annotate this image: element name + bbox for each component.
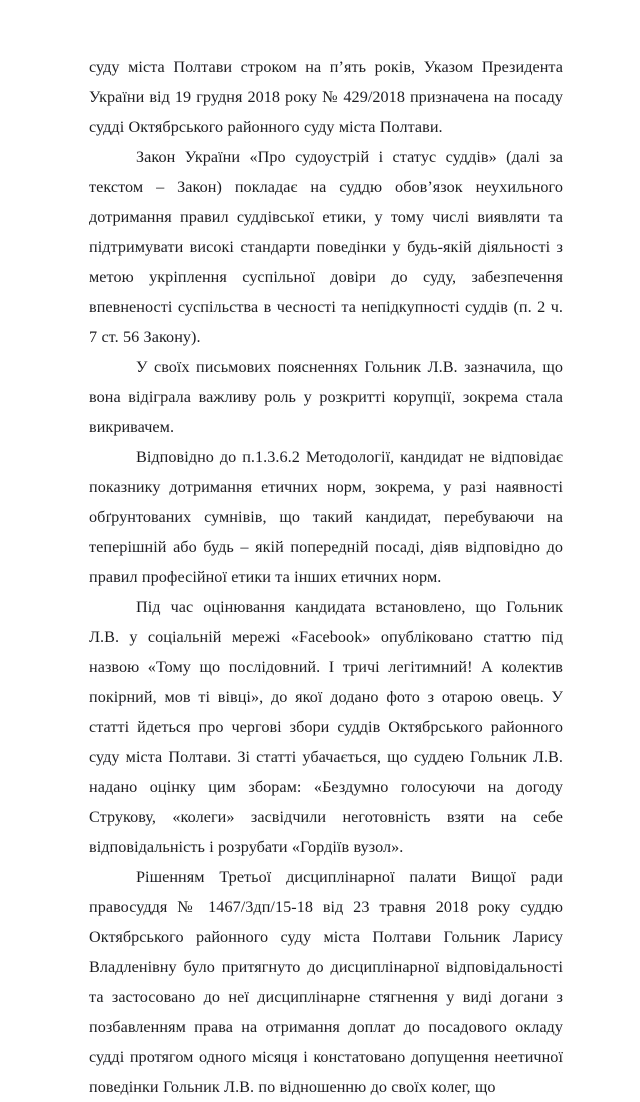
document-text-body: [89, 52, 563, 1102]
paragraph-3: У своїх письмових поясненнях Гольник Л.В. зазначила, що вона відіграла важливу роль у розкритті корупції, зокрема стала викривачем.: [89, 358, 563, 436]
paragraph-6: Рішенням Третьої дисциплінарної палати Вищої ради правосуддя № 1467/3дп/15-18 від 23 травня 2018 року суддю Октябрського районного суду міста Полтави Гольник Ларису Владленівну було притягнуто до дисциплінарної відповідальності та застосовано до неї дисциплінарне стягнення у виді догани з позбавленням права на отримання доплат до посадового окладу судді протягом одного місяця і констатовано допущення неетичної поведінки Гольник Л.В. по відношенню до своїх колег, що: [89, 868, 563, 1096]
paragraph-1: суду міста Полтави строком на п’ять років, Указом Президента України від 19 грудня 2018 року № 429/2018 призначена на посаду судді Октябрського районного суду міста Полтави.: [89, 58, 563, 136]
paragraph-2: Закон України «Про судоустрій і статус суддів» (далі за текстом – Закон) покладає на суддю обов’язок неухильного дотримання правил суддівської етики, у тому числі виявляти та підтримувати високі стандарти поведінки у будь-якій діяльності з метою укріплення суспільної довіри до суду, забезпечення впевненості суспільства в чесності та непідкупності суддів (п. 2 ч. 7 ст. 56 Закону).: [89, 148, 563, 346]
paragraph-5: Під час оцінювання кандидата встановлено, що Гольник Л.В. у соціальній мережі «Facebook» опубліковано статтю під назвою «Тому що послідовний. І тричі легітимний! А колектив покірний, мов ті вівці», до якої додано фото з отарою овець. У статті йдеться про чергові збори суддів Октябрського районного суду міста Полтави. Зі статті убачається, що суддею Гольник Л.В. надано оцінку цим зборам: «Бездумно голосуючи на догоду Струкову, «колеги» засвідчили неготовність взяти на себе відповідальність і розрубати «Гордіїв вузол».: [89, 598, 563, 856]
paragraph-4: Відповідно до п.1.3.6.2 Методології, кандидат не відповідає показнику дотримання етичних норм, зокрема, у разі наявності обґрунтованих сумнівів, що такий кандидат, перебуваючи на теперішній або будь – якій попередній посаді, діяв відповідно до правил професійної етики та інших етичних норм.: [89, 448, 563, 586]
